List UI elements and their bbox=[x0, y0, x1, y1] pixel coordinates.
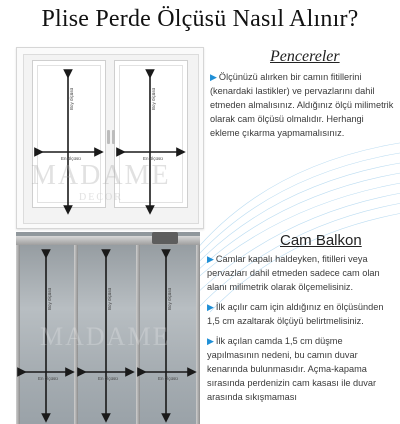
section-windows-text bbox=[210, 70, 394, 146]
height-label: Boy ölçüsü bbox=[107, 287, 112, 310]
window-diagram bbox=[16, 47, 204, 229]
paragraph: İlk açılır cam için aldığınız en ölçüsünden 1,5 cm azaltarak ölçüyü belirtmelisiniz. bbox=[207, 302, 384, 326]
height-label: Boy ölçüsü bbox=[167, 287, 172, 310]
width-label: En ölçüsü bbox=[158, 376, 178, 381]
play-arrow-icon: ▶ bbox=[207, 302, 214, 312]
paragraph: Camlar kapalı haldeyken, fitilleri veya pervazları dahil etmeden sadece cam olan alanı milimetrik olarak ölçemelisiniz. bbox=[207, 254, 380, 292]
width-label: En ölçüsü bbox=[61, 156, 81, 161]
play-arrow-icon: ▶ bbox=[207, 336, 214, 346]
height-label: Boy ölçüsü bbox=[69, 87, 74, 110]
watermark-brand: MADAME bbox=[40, 322, 171, 351]
section-heading-windows: Pencereler bbox=[270, 48, 340, 65]
paragraph: İlk açılan camda 1,5 cm düşme yapılmasının nedeni, bu camın duvar kenarında bulunmasıdır. Açma-kapama sırasında perdenizin cam kasası ile duvar arasında sıkışmaması bbox=[207, 336, 377, 402]
balcony-diagram bbox=[16, 232, 200, 424]
section-balcony-text bbox=[207, 252, 397, 410]
width-label: En ölçüsü bbox=[143, 156, 163, 161]
play-arrow-icon: ▶ bbox=[210, 72, 217, 82]
width-label: En ölçüsü bbox=[98, 376, 118, 381]
width-label: En ölçüsü bbox=[38, 376, 58, 381]
watermark-brand: MADAME bbox=[31, 160, 171, 191]
section-heading-balcony: Cam Balkon bbox=[280, 232, 362, 249]
play-arrow-icon: ▶ bbox=[207, 254, 214, 264]
paragraph: Ölçünüzü alırken bir camın fitillerini (kenardaki lastikler) ve pervazlarını dahil etmeden almalısınız. Aldığınız ölçü milimetrik olarak cam ölçüsü olmalıdır. Herhangi ekleme çıkarma yapmamalısınız. bbox=[210, 72, 394, 138]
height-label: Boy ölçüsü bbox=[47, 287, 52, 310]
watermark-sub: DECOR bbox=[79, 192, 123, 203]
page-title: Plise Perde Ölçüsü Nasıl Alınır? bbox=[41, 6, 359, 32]
height-label: Boy ölçüsü bbox=[151, 87, 156, 110]
